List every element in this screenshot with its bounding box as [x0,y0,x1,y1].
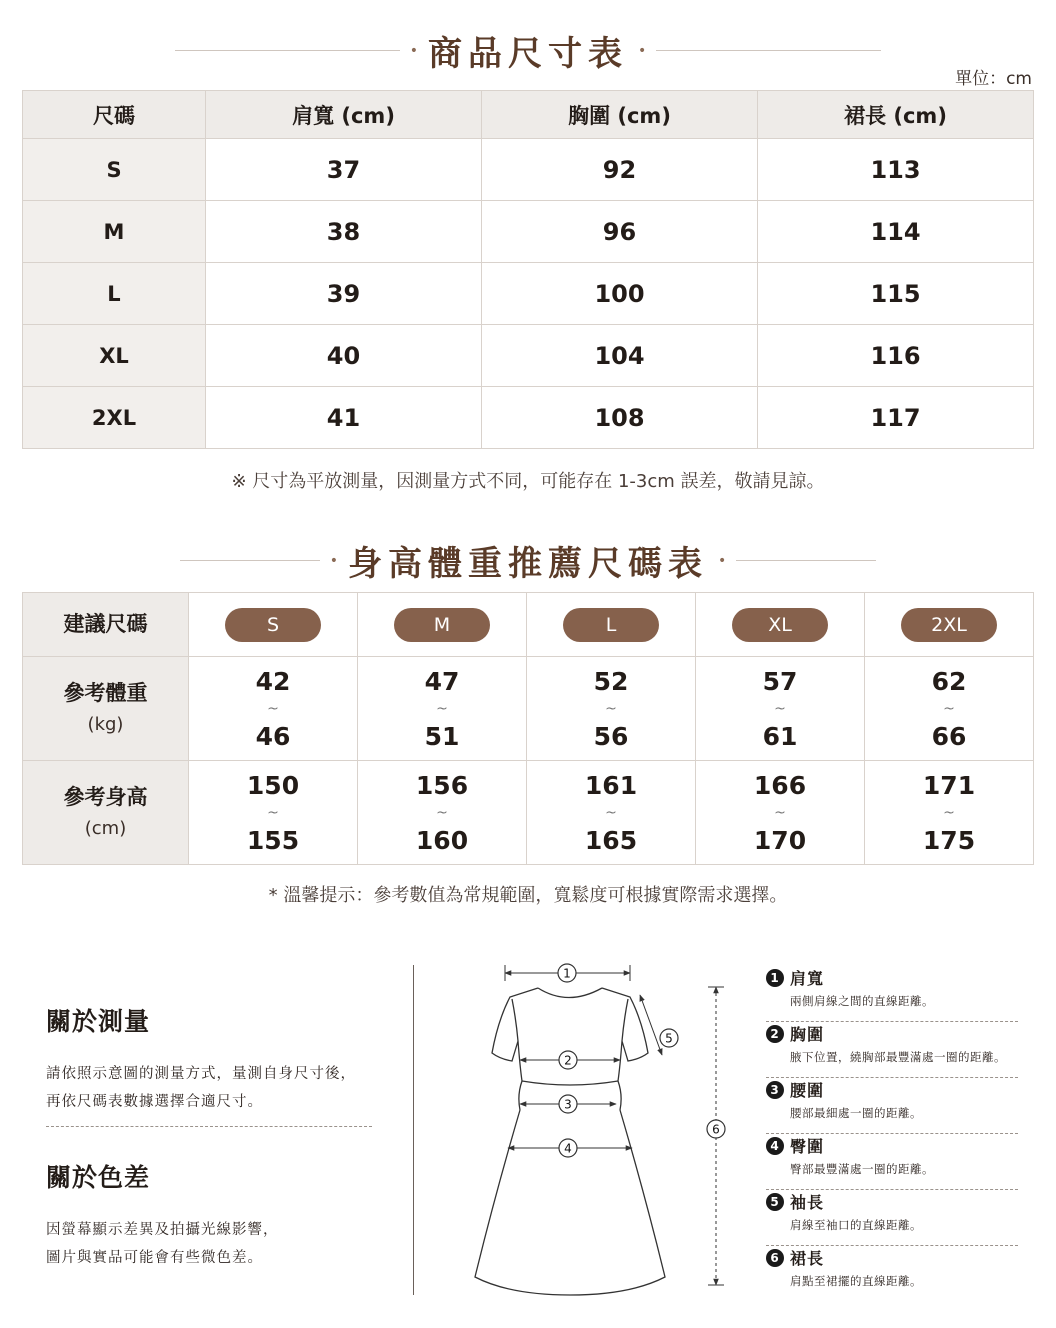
height-label: 參考身高 [63,785,148,810]
marker-5-label: 5 [665,1031,673,1046]
height-cell [696,761,865,865]
length-cell: 116 [758,325,1034,387]
legend-item-chest [766,1022,1018,1078]
height-min: 150 [246,770,300,800]
marker-2-label: 2 [564,1053,572,1068]
legend-desc: 腋下位置，繞胸部最豐滿處一圈的距離。 [790,1050,1006,1064]
legend-desc: 腰部最細處一圈的距離。 [790,1106,922,1120]
number-1-icon: 1 [766,969,784,987]
number-5-icon: 5 [766,1193,784,1211]
tilde: ~ [267,804,279,821]
table-row [23,201,1034,263]
size-chart-title: 商品尺寸表 [428,34,628,74]
height-cell [527,761,696,865]
height-min: 171 [922,770,976,800]
legend-item-length [766,1246,1018,1302]
shoulder-cell: 39 [206,263,482,325]
about-measure-line2: 再依尺碼表數據選擇合適尺寸。 [46,1094,263,1110]
row-label-weight [23,657,189,761]
height-min: 156 [415,770,469,800]
weight-max: 46 [255,721,291,751]
legend-item-sleeve [766,1190,1018,1246]
tilde: ~ [436,804,448,821]
size-row [23,593,1034,657]
size-pill-cell [358,593,527,657]
size-pill: XL [732,608,828,642]
marker-5 [660,1029,678,1047]
tilde: ~ [774,700,786,717]
size-cell: M [23,201,206,263]
marker-4-label: 4 [564,1141,572,1156]
size-pill-cell [189,593,358,657]
weight-max: 66 [931,721,967,751]
weight-min: 62 [931,666,967,696]
weight-min: 52 [593,666,629,696]
size-pill: M [394,608,490,642]
size-cell: 2XL [23,387,206,449]
size-pill: L [563,608,659,642]
height-unit: (cm) [84,817,127,839]
chest-cell: 108 [482,387,758,449]
legend-title: 裙長 [790,1249,825,1268]
legend-item-waist [766,1078,1018,1134]
legend-title: 肩寬 [790,969,825,988]
height-cell [189,761,358,865]
weight-min: 47 [424,666,460,696]
number-3-icon: 3 [766,1081,784,1099]
height-cell [865,761,1034,865]
title-line-right [736,560,876,561]
title-dot-left: • [329,552,338,569]
row-label-size: 建議尺碼 [23,593,189,657]
length-cell: 114 [758,201,1034,263]
legend-title: 腰圍 [790,1081,825,1100]
recommend-chart-title: 身高體重推薦尺碼表 [348,544,708,584]
shoulder-cell: 37 [206,139,482,201]
marker-3-label: 3 [564,1097,572,1112]
about-color-section [46,1158,376,1272]
height-max: 155 [246,825,300,855]
row-label-height [23,761,189,865]
marker-6 [707,1120,725,1138]
title-dot-right: • [718,552,727,569]
length-cell: 115 [758,263,1034,325]
about-divider [46,1126,372,1127]
weight-max: 61 [762,721,798,751]
chest-cell: 92 [482,139,758,201]
header-shoulder: 肩寬 (cm) [206,91,482,139]
legend-title: 臀圍 [790,1137,825,1156]
weight-max: 51 [424,721,460,751]
size-chart-title-row [0,26,1056,75]
weight-cell [865,657,1034,761]
header-size: 尺碼 [23,91,206,139]
weight-label: 參考體重 [63,681,148,706]
table-row [23,387,1034,449]
legend-item-shoulder [766,966,1018,1022]
legend-desc: 肩點至裙擺的直線距離。 [790,1274,922,1288]
unit-label: 單位：cm [955,69,1032,89]
tilde: ~ [436,700,448,717]
about-measure-title: 關於測量 [46,1007,151,1036]
size-cell: XL [23,325,206,387]
weight-row [23,657,1034,761]
title-line-left [175,50,400,51]
chest-cell: 100 [482,263,758,325]
title-dot-left: • [409,42,418,59]
vertical-divider [413,965,414,1295]
title-dot-right: • [638,42,647,59]
number-2-icon: 2 [766,1025,784,1043]
tilde: ~ [943,700,955,717]
about-measure-section [46,1002,376,1116]
marker-1-label: 1 [563,966,571,981]
size-chart-table [22,90,1034,449]
legend-title: 袖長 [790,1193,825,1212]
number-4-icon: 4 [766,1137,784,1155]
tilde: ~ [943,804,955,821]
length-cell: 113 [758,139,1034,201]
recommend-chart-note: * 溫馨提示：參考數值為常規範圍，寬鬆度可根據實際需求選擇。 [268,885,788,906]
size-pill: S [225,608,321,642]
shoulder-cell: 40 [206,325,482,387]
tilde: ~ [267,700,279,717]
size-pill-cell [527,593,696,657]
recommend-chart-title-row [0,536,1056,585]
height-max: 160 [415,825,469,855]
marker-2 [559,1051,577,1069]
legend-desc: 兩側肩線之間的直線距離。 [790,994,934,1008]
title-line-left [180,560,320,561]
height-max: 175 [922,825,976,855]
weight-cell [527,657,696,761]
chest-cell: 104 [482,325,758,387]
table-row [23,139,1034,201]
legend-desc: 臀部最豐滿處一圈的距離。 [790,1162,934,1176]
shoulder-cell: 38 [206,201,482,263]
height-cell [358,761,527,865]
about-color-line2: 圖片與實品可能會有些微色差。 [46,1250,263,1266]
dress-measurement-diagram [470,955,740,1300]
size-cell: S [23,139,206,201]
tilde: ~ [605,804,617,821]
measure-lines [505,965,724,1285]
weight-unit: (kg) [87,713,124,735]
chest-cell: 96 [482,201,758,263]
about-measure-line1: 請依照示意圖的測量方式，量測自身尺寸後， [46,1066,356,1082]
about-color-line1: 因螢幕顯示差異及拍攝光線影響， [46,1222,279,1238]
tilde: ~ [774,804,786,821]
size-pill: 2XL [901,608,997,642]
weight-min: 42 [255,666,291,696]
size-pill-cell [865,593,1034,657]
measurement-legend [766,966,1018,1302]
marker-1 [558,964,576,982]
number-6-icon: 6 [766,1249,784,1267]
legend-desc: 肩線至袖口的直線距離。 [790,1218,922,1232]
size-chart-note: ※ 尺寸為平放測量，因測量方式不同，可能存在 1-3cm 誤差，敬請見諒。 [231,471,825,492]
legend-item-hip [766,1134,1018,1190]
title-line-right [656,50,881,51]
marker-6-label: 6 [712,1122,720,1137]
weight-cell [189,657,358,761]
shoulder-cell: 41 [206,387,482,449]
weight-cell [696,657,865,761]
height-min: 161 [584,770,638,800]
recommend-chart-table [22,592,1034,865]
weight-min: 57 [762,666,798,696]
height-max: 165 [584,825,638,855]
header-chest: 胸圍 (cm) [482,91,758,139]
marker-4 [559,1139,577,1157]
tilde: ~ [605,700,617,717]
height-row [23,761,1034,865]
table-header-row [23,91,1034,139]
about-color-title: 關於色差 [46,1163,151,1192]
marker-3 [559,1095,577,1113]
height-min: 166 [753,770,807,800]
weight-cell [358,657,527,761]
size-cell: L [23,263,206,325]
size-pill-cell [696,593,865,657]
height-max: 170 [753,825,807,855]
weight-max: 56 [593,721,629,751]
header-length: 裙長 (cm) [758,91,1034,139]
table-row [23,263,1034,325]
length-cell: 117 [758,387,1034,449]
legend-title: 胸圍 [790,1025,825,1044]
table-row [23,325,1034,387]
